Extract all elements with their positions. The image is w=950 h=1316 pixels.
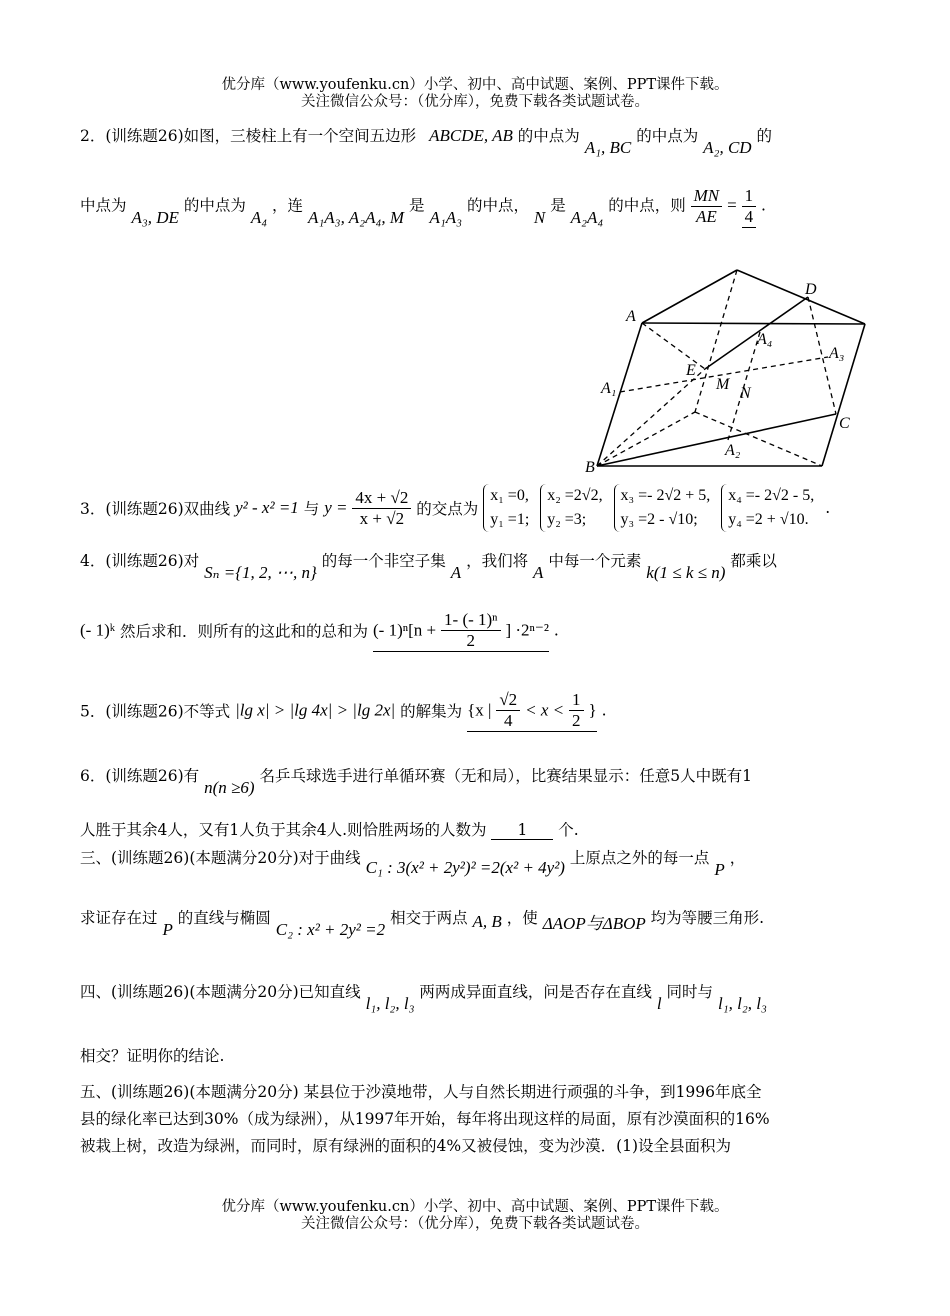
q2-a3de: A₃, DE bbox=[131, 207, 179, 227]
q2-a2cd: A₂, CD bbox=[703, 138, 752, 157]
q2-pentagon: ABCDE, AB bbox=[429, 126, 513, 145]
q4-element-k: k(1 ≤ k ≤ n) bbox=[646, 563, 726, 582]
q2-text: 是 bbox=[408, 196, 425, 215]
s5-line-2: 县的绿化率已达到30%（成为绿洲），从1997年开始，每年将出现这样的局面，原有沙漠面积的16% bbox=[80, 1110, 770, 1128]
label-M: M bbox=[716, 376, 730, 393]
label-A4: A₄ bbox=[757, 331, 773, 348]
q2-text: 的中点，则 bbox=[608, 196, 686, 215]
label-A3: A₃ bbox=[829, 345, 845, 362]
q2-text: 的中点， bbox=[466, 196, 529, 215]
s5-line-3: 被栽上树，改造为绿洲，而同时，原有绿洲的面积的4%又被侵蚀，变为沙漠．(1)设全县面积为 bbox=[80, 1137, 732, 1155]
s4-line-2: 相交？证明你的结论. bbox=[80, 1047, 225, 1065]
q4-set: Sₙ ={1, 2, ⋯, n} bbox=[204, 563, 317, 582]
header-line-1: 优分库（www.youfenku.cn）小学、初中、高中试题、案例、PPT课件下载。 bbox=[221, 77, 729, 93]
edge-solid bbox=[642, 270, 737, 323]
s3-triangles: ΔAOP与ΔBOP bbox=[542, 914, 646, 933]
q3-line: 3．(训练题26)双曲线 y² - x² =1 与 y = $\frac{4x + √2}{x + √2}$ 的交点为 x₁ =0, y₁ =1; x₂ =2√2, y₂ =3; x₃ =- 2√2 + 5, y₃ =2 - √10; x₄ =- 2√2 - 5, y₄ =2 + √10. . bbox=[80, 484, 830, 532]
footer-line-1: 优分库（www.youfenku.cn）小学、初中、高中试题、案例、PPT课件下载。 bbox=[221, 1199, 729, 1215]
footer-line-2: 关注微信公众号：（优分库），免费下载各类试题试卷。 bbox=[301, 1216, 649, 1232]
q5-inequality: |lg x| > |lg 4x| > |lg 2x| bbox=[235, 700, 396, 720]
q2-text: 是 bbox=[550, 196, 566, 215]
s3-line-1: 三、(训练题26)(本题满分20分)对于曲线 C₁ : 3(x² + 2y²)² =2(x² + 4y²) 上原点之外的每一点 P ， bbox=[80, 849, 746, 879]
q2-text: 的中点为 bbox=[183, 196, 246, 215]
q3-solution-2: x₂ =2√2, y₂ =3; bbox=[540, 484, 602, 532]
q3-function: $\frac{4x + √2}{x + √2}$ bbox=[352, 488, 411, 529]
q5-line: 5．(训练题26)不等式 |lg x| > |lg 4x| > |lg 2x| 的解集为 {x | $\frac{√2}{4}$ < x < $\frac{1}{2}$ } . bbox=[80, 690, 607, 730]
q4-answer: (- 1)ⁿ[n + $\frac{\text{1- (- 1)ⁿ}}{2}$ ] ·2ⁿ⁻² bbox=[373, 610, 549, 650]
s3-line-2: 求证存在过 P 的直线与椭圆 C₂ : x² + 2y² =2 相交于两点 A, B ，使 ΔAOP与ΔBOP 均为等腰三角形. bbox=[80, 909, 765, 939]
edge-dashed bbox=[695, 412, 822, 466]
q6-line-2: 人胜于其余4人，又有1人负于其余4人.则恰胜两场的人数为 1 个. bbox=[80, 821, 579, 839]
q2-a1bc: A₁, BC bbox=[584, 138, 632, 157]
q2-a1a3: A₁A₃ bbox=[429, 207, 463, 227]
q2-n: N bbox=[533, 207, 546, 227]
label-A: A bbox=[626, 308, 636, 325]
q2-ratio-fraction: $\frac{MN}{AE}$ bbox=[691, 186, 723, 227]
q2-answer: $\frac{1}{4}$ bbox=[742, 186, 757, 228]
q2-eq: = bbox=[727, 195, 737, 215]
q3-solution-1: x₁ =0, y₁ =1; bbox=[483, 484, 529, 532]
label-B: B bbox=[585, 459, 595, 476]
s5-line-1: 五、(训练题26)(本题满分20分) 某县位于沙漠地带，人与自然长期进行顽强的斗争，到1996年底全 bbox=[80, 1083, 762, 1101]
q2-text: 的中点为 bbox=[517, 127, 580, 145]
s3-ellipse-c2: C₂ : x² + 2y² =2 bbox=[275, 920, 386, 939]
prism-figure bbox=[580, 262, 880, 477]
label-E: E bbox=[686, 362, 696, 379]
q5-answer: {x | $\frac{√2}{4}$ < x < $\frac{1}{2}$ } bbox=[467, 690, 597, 730]
q2-text: 的 bbox=[756, 127, 773, 145]
q2-text: 的中点为 bbox=[636, 127, 699, 145]
q2-line-2: 中点为 A₃, DE 的中点为 A₄ ，连 A₁A₃, A₂A₄, M 是 A₁A₃ 的中点， N 是 A₂A₄ 的中点，则 $\frac{MN}{AE}$ = $\frac{1}{4}$ . bbox=[80, 186, 766, 227]
q2-a4: A₄ bbox=[250, 207, 268, 227]
edge-solid bbox=[597, 414, 836, 466]
q4-line-1: 4．(训练题26)对 Sₙ ={1, 2, ⋯, n} 的每一个非空子集 A ，我们将 A 中每一个元素 k(1 ≤ k ≤ n) 都乘以 bbox=[80, 552, 777, 582]
q2-text: 中点为 bbox=[80, 196, 127, 215]
q2-intro: 2．(训练题26)如图，三棱柱上有一个空间五边形 bbox=[80, 127, 417, 145]
q2-a2a4: A₂A₄ bbox=[570, 207, 604, 227]
label-D: D bbox=[805, 281, 817, 298]
q2-text: ，连 bbox=[272, 196, 304, 215]
s3-curve-c1: C₁ : 3(x² + 2y²)² =2(x² + 4y²) bbox=[365, 858, 565, 877]
header-line-2: 关注微信公众号：（优分库），免费下载各类试题试卷。 bbox=[301, 94, 649, 110]
edge-solid bbox=[737, 270, 865, 324]
label-N: N bbox=[740, 385, 751, 402]
label-A1: A₁ bbox=[601, 380, 617, 397]
q6-answer: 1 bbox=[491, 821, 553, 840]
label-C: C bbox=[839, 415, 850, 432]
q4-line-2: (- 1)ᵏ 然后求和．则所有的这此和的总和为 (- 1)ⁿ[n + $\frac{\text{1- (- 1)ⁿ}}{2}$ ] ·2ⁿ⁻² . bbox=[80, 610, 559, 650]
q2-segments: A₁A₃, A₂A₄, M bbox=[308, 207, 405, 227]
q3-solution-3: x₃ =- 2√2 + 5, y₃ =2 - √10; bbox=[614, 484, 711, 532]
edge-solid bbox=[642, 323, 865, 324]
q3-hyperbola: y² - x² =1 bbox=[235, 498, 299, 517]
q3-solution-4: x₄ =- 2√2 - 5, y₄ =2 + √10. bbox=[721, 484, 814, 532]
q2-line-1 bbox=[80, 124, 773, 157]
label-A2: A₂ bbox=[725, 442, 741, 459]
q6-n: n(n ≥6) bbox=[204, 778, 255, 797]
s4-lines: l₁, l₂, l₃ bbox=[365, 994, 415, 1013]
s4-line-1: 四、(训练题26)(本题满分20分)已知直线 l₁, l₂, l₃ 两两成异面直线，问是否存在直线 l 同时与 l₁, l₂, l₃ bbox=[80, 983, 767, 1013]
q6-line-1: 6．(训练题26)有 n(n ≥6) 名乒乓球选手进行单循环赛（无和局），比赛结果显示：任意5人中既有1 bbox=[80, 767, 752, 797]
